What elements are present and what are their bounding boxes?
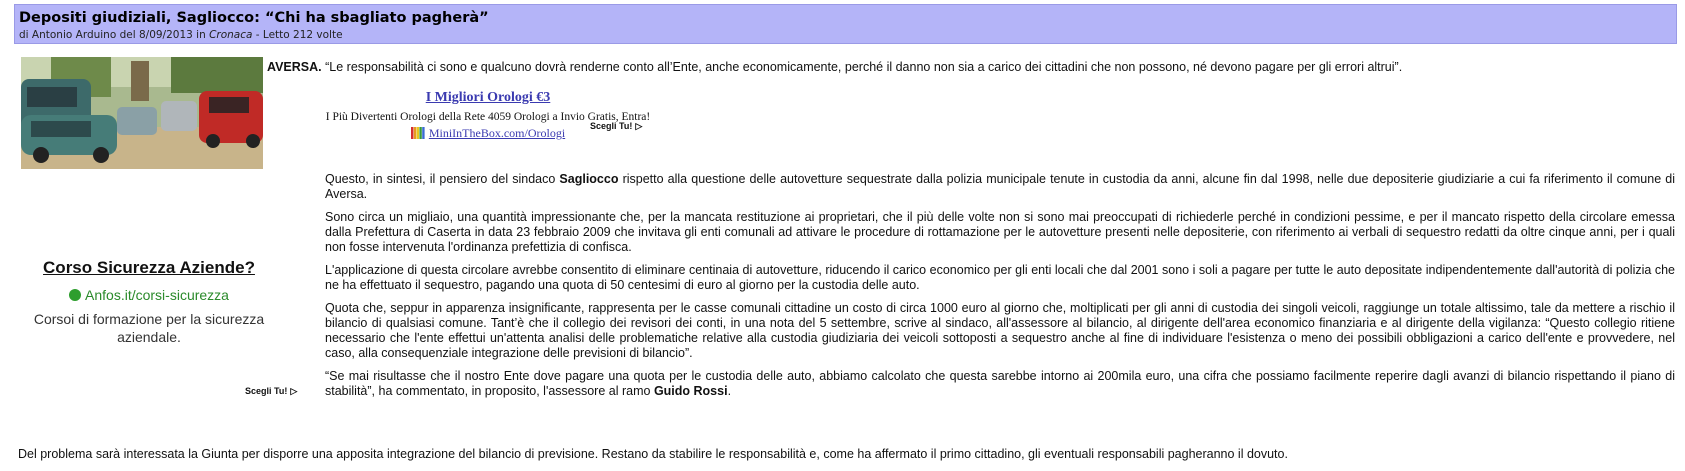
mayor-name: Sagliocco: [559, 172, 619, 186]
side-ad-url-text: Anfos.it/corsi-sicurezza: [85, 287, 229, 303]
paragraph-5-text-end: .: [727, 384, 732, 398]
category-link[interactable]: Cronaca: [209, 29, 253, 41]
byline-views: - Letto 212 volte: [252, 29, 343, 41]
ad-url-link[interactable]: MiniInTheBox.com/Orologi: [428, 126, 566, 140]
dateline: AVERSA.: [267, 60, 322, 74]
ad-title-link[interactable]: I Migliori Orologi €3: [425, 90, 551, 105]
paragraph-4: Quota che, seppur in apparenza insignificante, rappresenta per le casse comunali cittadine un costo di circa 1000 euro al giorno che, moltiplicati per gli anni di custodia dei singoli veicoli, raggiunge un totale altissimo, tale da mettere a rischio il bilancio di qualsiasi comune. Tant’è che il collegio dei revisori dei conti, in una nota del 5 settembre, scrive al sindaco, all'assessore al bilancio, al dirigente dell'area economico finanziaria e al dirigente della vigilanza: “Questo collegio ritiene necessario che l'ente effettui un'attenta analisi delle problematiche relative alla custodia giudiziaria dei veicoli sottoposti a sequestro anche al fine di individuare l'esistenza o meno dei possibili obbligazioni a carico dell'ente e provvedere, nel caso, alla consequenziale integrazione delle previsioni di bilancio”.: [325, 301, 1675, 360]
article-photo: [21, 57, 263, 169]
article-title: Depositi giudiziali, Sagliocco: “Chi ha sbagliato pagherà”: [19, 10, 489, 26]
paragraph-2: Sono circa un migliaio, una quantità impressionante che, per la mancata restituzione ai proprietari, che il più delle volte non si sono mai preoccupati di richiederle perché in condizioni pessime, e per il mancato rispetto della circolare emessa dalla Prefettura di Caserta in data 23 febbraio 2009 che invitava gli enti comunali ad attivare le procedure di rottamazione per le autovetture presenti nelle depositerie, con riferimento ai verbali di sequestro redatti da oltre cinque anni, per i quali non fosse intervenuta l'ordinanza prefettizia di confisca.: [325, 210, 1675, 254]
assessor-name: Guido Rossi: [653, 384, 728, 398]
miniinthebox-logo-icon: [411, 127, 425, 139]
side-ad-choices-button[interactable]: [245, 386, 297, 397]
ad-choices-label: Scegli Tu!: [590, 121, 633, 131]
paragraph-3: L'applicazione di questa circolare avrebbe consentito di eliminare centinaia di autovetture, riducendo il carico economico per gli enti locali che dal 2001 sono i soli a pagare per tutte le auto depositate indipendentemente dall'autorità di polizia che ne ha effettuato il sequestro, pagando una quota di 50 centesimi di euro al giorno per la custodia delle auto.: [325, 263, 1675, 292]
paragraph-5-text: “Se mai risultasse che il nostro Ente dove pagare una quota per le custodia delle auto, abbiamo calcolato che questa sarebbe intorno ai 200mila euro, una cifra che possiamo facilmente reperire dagli avanzi di bilancio rispettando il piano di stabilità”, ha commentato, in proposito, l'assessore al ramo: [325, 369, 1675, 398]
side-ad-choices-label: Scegli Tu!: [245, 386, 288, 396]
paragraph-1-text: Questo, in sintesi, il pensiero del sindaco: [325, 172, 560, 186]
side-ad-description: Corsoi di formazione per la sicurezza aziendale.: [33, 311, 265, 345]
ad-choices-button[interactable]: [590, 121, 642, 132]
ad-choices-icon: ▷: [635, 121, 643, 131]
article-body: [325, 172, 1675, 407]
ad-description: I Più Divertenti Orologi della Rete 4059 Orologi a Invio Gratis, Entra!: [325, 111, 651, 123]
paragraph-5: [325, 369, 1675, 399]
parked-cars-photo: [21, 57, 263, 169]
side-ad-title-link[interactable]: Corso Sicurezza Aziende?: [43, 258, 255, 277]
byline-author-date: di Antonio Arduino del 8/09/2013 in: [19, 29, 210, 41]
paragraph-1: [325, 172, 1675, 202]
article-byline: [19, 29, 343, 41]
side-ad-url-link[interactable]: [24, 287, 274, 303]
side-ad-choices-icon: ▷: [290, 386, 298, 396]
closing-paragraph: Del problema sarà interessata la Giunta per disporre una apposita integrazione del bilancio di previsione. Restano da stabilire le responsabilità e, come ha affermato il primo cittadino, gli eventuali responsabili pagheranno il dovuto.: [18, 447, 1288, 461]
text-ad-safety-course: [24, 258, 274, 346]
ad-badge-icon: [69, 289, 81, 301]
article-lead: [267, 60, 1402, 74]
lead-text: “Le responsabilità ci sono e qualcuno dovrà renderne conto all’Ente, anche economicamente, perché il danno non sia a carico dei cittadini che non possono, né devono pagare per gli errori altrui”.: [321, 60, 1403, 74]
text-ad-watches: [300, 90, 676, 142]
article-header: [14, 4, 1677, 44]
paragraph-1-text-end: rispetto alla questione delle autovetture sequestrate dalla polizia municipale tenute in custodia da anni, alcune fin dal 1998, nelle due depositerie giudiziarie a cui fa riferimento il comune di Aversa.: [325, 172, 1675, 201]
